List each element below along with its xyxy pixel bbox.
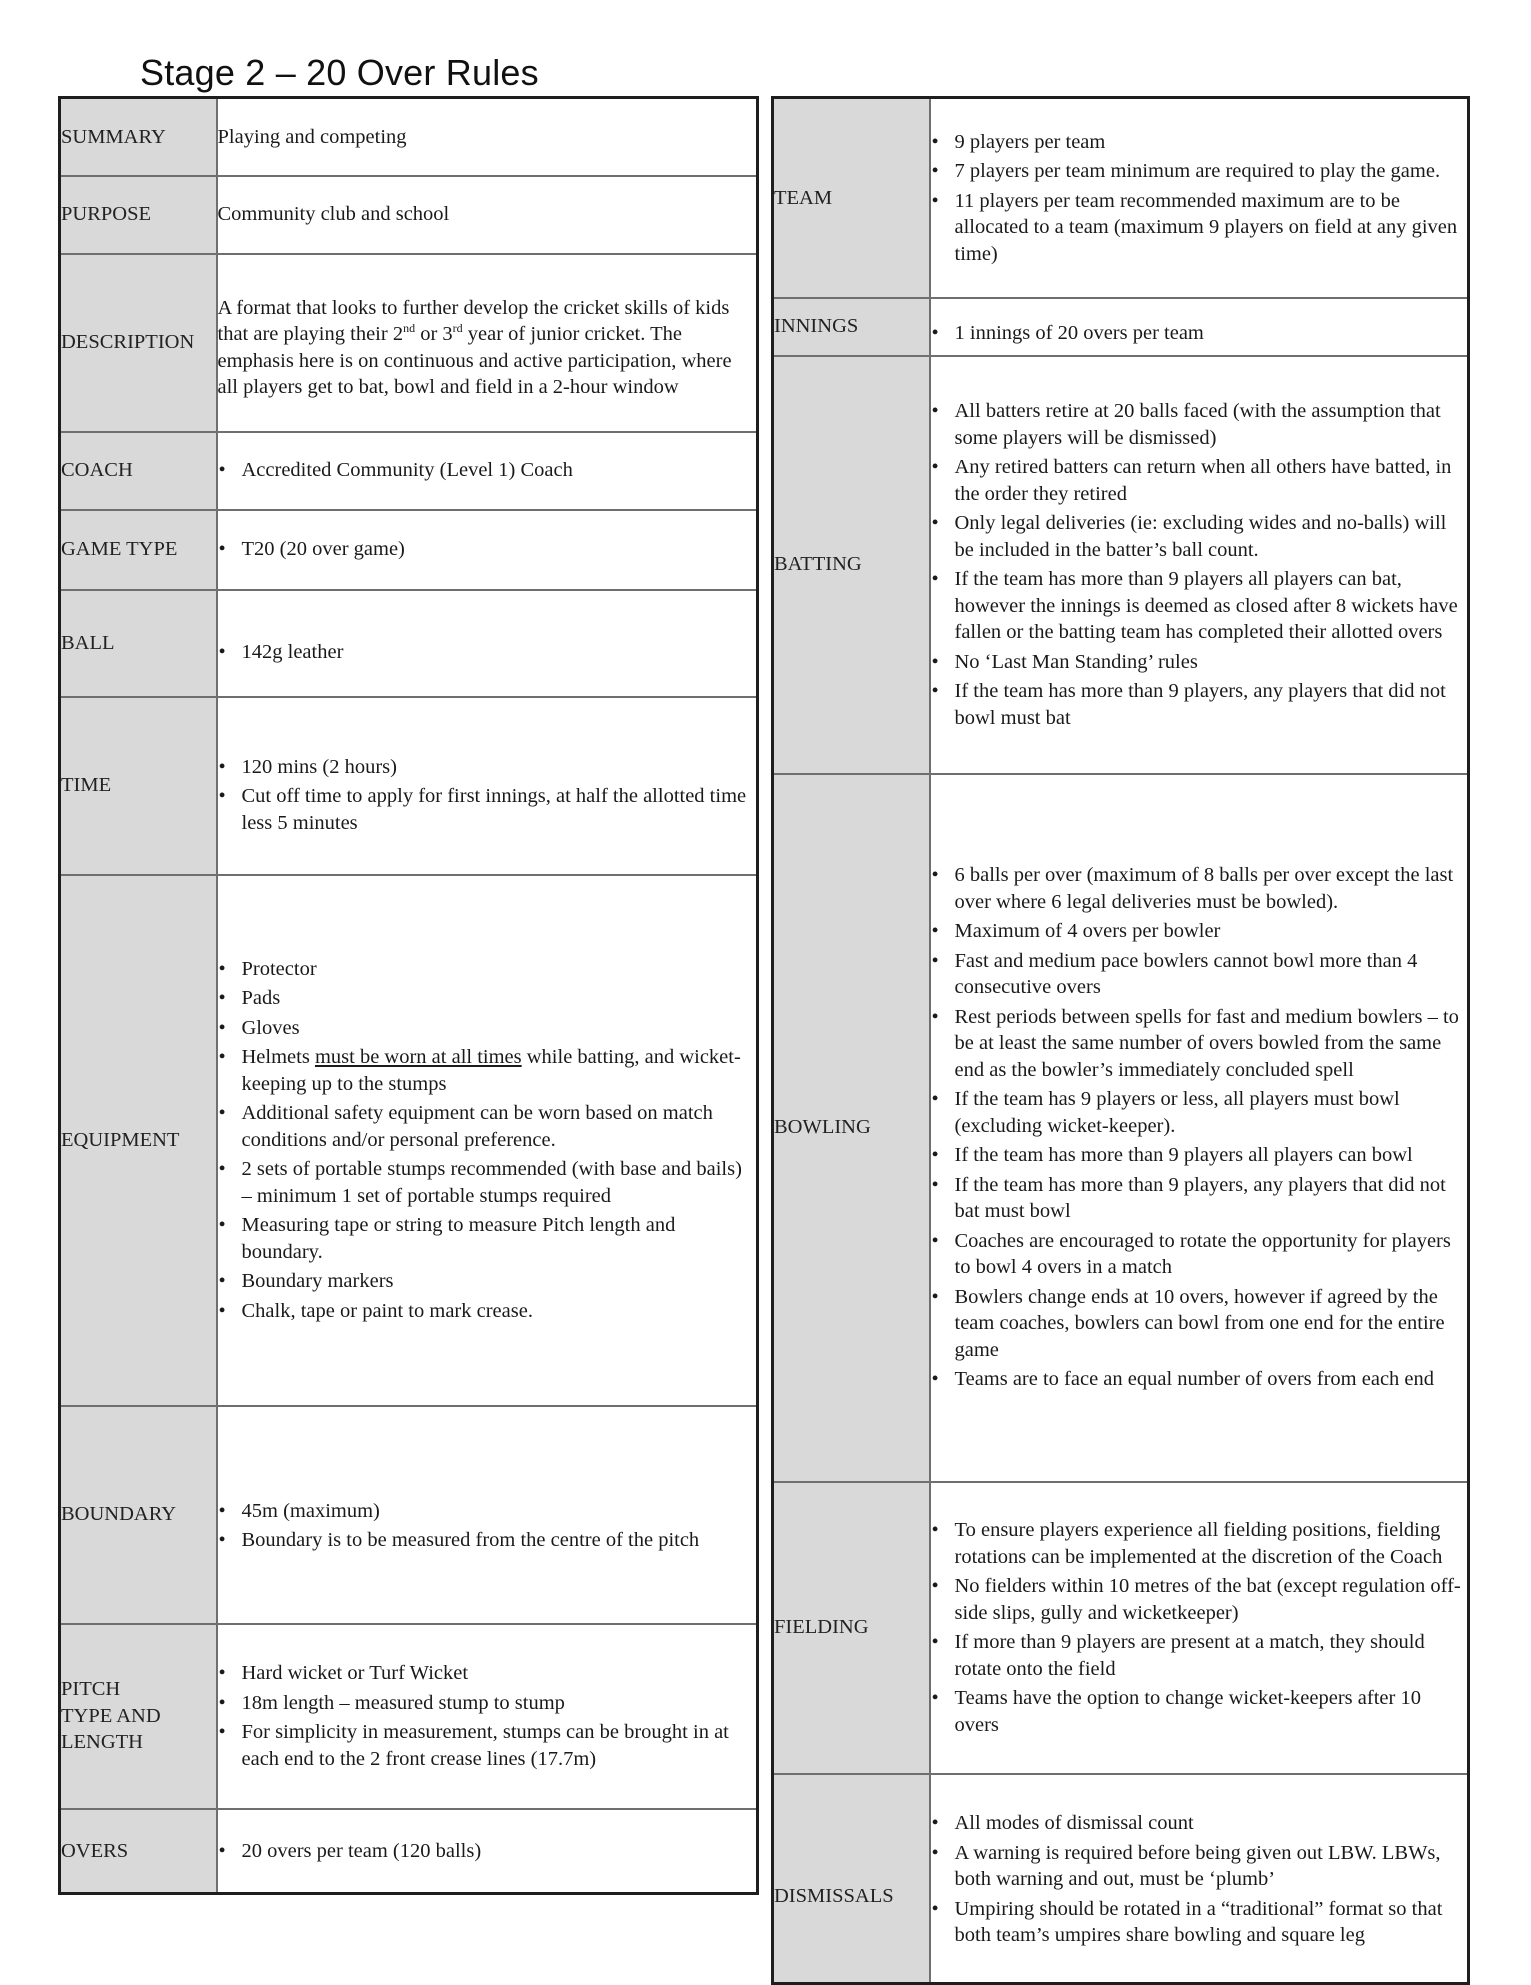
batting-bullet: • Only legal deliveries (ie: excluding wides and no-balls) will be included in the batter’s ball count. <box>931 510 1468 563</box>
bowling-bullet: • Fast and medium pace bowlers cannot bowl more than 4 consecutive overs <box>931 948 1468 1001</box>
pitch-value <box>217 1624 758 1809</box>
boundary-bullet: • 45m (maximum) <box>218 1498 757 1525</box>
row-team <box>773 98 1469 298</box>
fielding-bullet: • Teams have the option to change wicket-keepers after 10 overs <box>931 1685 1468 1738</box>
rules-table-right <box>771 96 1470 1985</box>
equipment-bullet: • Additional safety equipment can be worn based on match conditions and/or personal preference. <box>218 1100 757 1153</box>
purpose-value: Community club and school <box>217 176 758 254</box>
batting-value <box>930 356 1469 774</box>
ball-label: BALL <box>60 590 217 697</box>
row-time <box>60 697 758 875</box>
fielding-bullet: • If more than 9 players are present at a match, they should rotate onto the field <box>931 1629 1468 1682</box>
equipment-bullet: • Chalk, tape or paint to mark crease. <box>218 1298 757 1325</box>
row-innings <box>773 298 1469 356</box>
time-bullet: • Cut off time to apply for first innings, at half the allotted time less 5 minutes <box>218 783 757 836</box>
batting-bullet: • If the team has more than 9 players, any players that did not bowl must bat <box>931 678 1468 731</box>
equipment-bullet: • Protector <box>218 956 757 983</box>
bowling-bullet: • 6 balls per over (maximum of 8 balls per over except the last over where 6 legal deliveries must be bowled). <box>931 862 1468 915</box>
team-label: TEAM <box>773 98 930 298</box>
team-bullet: • 7 players per team minimum are required to play the game. <box>931 158 1468 185</box>
overs-value <box>217 1809 758 1894</box>
batting-bullet: • If the team has more than 9 players all players can bat, however the innings is deemed as closed after 8 wickets have fallen or the batting team has completed their allotted overs <box>931 566 1468 646</box>
batting-bullet: • All batters retire at 20 balls faced (with the assumption that some players will be dismissed) <box>931 398 1468 451</box>
dismissals-bullet: • A warning is required before being given out LBW. LBWs, both warning and out, must be ‘plumb’ <box>931 1840 1468 1893</box>
equipment-bullet: • Measuring tape or string to measure Pitch length and boundary. <box>218 1212 757 1265</box>
team-bullet: • 11 players per team recommended maximum are to be allocated to a team (maximum 9 players on field at any given time) <box>931 188 1468 268</box>
innings-label <box>773 298 930 356</box>
row-ball <box>60 590 758 697</box>
description-text-1: A format that looks to further develop the cricket skills of kids that are playing their 2 <box>217 296 730 345</box>
batting-label: BATTING <box>773 356 930 774</box>
coach-value <box>217 432 758 510</box>
bowling-bullet: • Rest periods between spells for fast and medium bowlers – to be at least the same number of overs bowled from the same end as the bowler’s immediately concluded spell <box>931 1004 1468 1084</box>
description-sup-nd: nd <box>403 321 416 335</box>
bowling-bullet: • Teams are to face an equal number of overs from each end <box>931 1366 1468 1393</box>
coach-bullet: • Accredited Community (Level 1) Coach <box>218 457 757 484</box>
row-bowling <box>773 774 1469 1482</box>
row-fielding <box>773 1482 1469 1774</box>
helmet-text-1: Helmets <box>241 1046 315 1069</box>
bowling-bullet: • Maximum of 4 overs per bowler <box>931 918 1468 945</box>
row-coach <box>60 432 758 510</box>
description-text-2: or 3 <box>415 323 453 345</box>
fielding-bullet: • No fielders within 10 metres of the bat (except regulation off-side slips, gully and wicketkeeper) <box>931 1573 1468 1626</box>
batting-bullet: • Any retired batters can return when all others have batted, in the order they retired <box>931 454 1468 507</box>
dismissals-bullet: • Umpiring should be rotated in a “traditional” format so that both team’s umpires share bowling and square leg <box>931 1896 1468 1949</box>
pitch-label-line-3: LENGTH <box>61 1731 143 1754</box>
ball-value <box>217 590 758 697</box>
innings-value <box>930 298 1469 356</box>
ball-bullet: • 142g leather <box>218 639 757 666</box>
pitch-bullet: • For simplicity in measurement, stumps can be brought in at each end to the 2 front crease lines (17.7m) <box>218 1719 757 1772</box>
batting-bullet: • No ‘Last Man Standing’ rules <box>931 649 1468 676</box>
pitch-label-line-1: PITCH <box>61 1678 121 1701</box>
row-overs <box>60 1809 758 1894</box>
row-game-type <box>60 510 758 590</box>
boundary-value <box>217 1406 758 1624</box>
team-bullet: • 9 players per team <box>931 129 1468 156</box>
bowling-bullet: • Bowlers change ends at 10 overs, however if agreed by the team coaches, bowlers can bowl from one end for the entire game <box>931 1284 1468 1364</box>
row-batting <box>773 356 1469 774</box>
dismissals-value <box>930 1774 1469 1984</box>
rules-table-left <box>58 96 759 1895</box>
dismissals-label-text: DISMISSALS <box>774 1885 894 1907</box>
row-summary <box>60 98 758 176</box>
fielding-value <box>930 1482 1469 1774</box>
fielding-bullet: • To ensure players experience all fielding positions, fielding rotations can be implemented at the discretion of the Coach <box>931 1517 1468 1570</box>
description-label: DESCRIPTION <box>60 254 217 432</box>
equipment-bullet: • Gloves <box>218 1015 757 1042</box>
dismissals-bullet: • All modes of dismissal count <box>931 1810 1468 1837</box>
bowling-bullet: • If the team has more than 9 players all players can bowl <box>931 1142 1468 1169</box>
bowling-label: BOWLING <box>773 774 930 1482</box>
boundary-label: BOUNDARY <box>60 1406 217 1624</box>
page-title: Stage 2 – 20 Over Rules <box>140 52 539 93</box>
equipment-bullet: • Boundary markers <box>218 1268 757 1295</box>
pitch-bullet: • Hard wicket or Turf Wicket <box>218 1660 757 1687</box>
equipment-bullet: • 2 sets of portable stumps recommended (with base and bails) – minimum 1 set of portable stumps required <box>218 1156 757 1209</box>
boundary-bullet: • Boundary is to be measured from the centre of the pitch <box>218 1527 757 1554</box>
fielding-label: FIELDING <box>773 1482 930 1774</box>
game-type-value <box>217 510 758 590</box>
overs-label: OVERS <box>60 1809 217 1894</box>
time-bullet: • 120 mins (2 hours) <box>218 754 757 781</box>
equipment-bullet: • Pads <box>218 985 757 1012</box>
summary-value: Playing and competing <box>217 98 758 176</box>
bowling-bullet: • If the team has 9 players or less, all players must bowl (excluding wicket-keeper). <box>931 1086 1468 1139</box>
row-description <box>60 254 758 432</box>
helmet-text-2: while batting, and wicket-keeping up to the stumps <box>241 1046 741 1095</box>
row-purpose <box>60 176 758 254</box>
description-text-3: year of junior cricket. The emphasis here is on continuous and active participation, where all players get to bat, bowl and field in a 2-hour window <box>217 323 732 398</box>
equipment-label: EQUIPMENT <box>60 875 217 1406</box>
equipment-value <box>217 875 758 1406</box>
game-type-bullet: • T20 (20 over game) <box>218 536 757 563</box>
row-dismissals <box>773 1774 1469 1984</box>
time-value <box>217 697 758 875</box>
purpose-label: PURPOSE <box>60 176 217 254</box>
row-pitch <box>60 1624 758 1809</box>
row-boundary <box>60 1406 758 1624</box>
pitch-label-line-2: TYPE AND <box>61 1704 161 1727</box>
equipment-bullet-helmets <box>218 1044 757 1097</box>
innings-label-text: INNINGS <box>774 315 859 338</box>
pitch-label <box>60 1624 217 1809</box>
bowling-bullet: • Coaches are encouraged to rotate the opportunity for players to bowl 4 overs in a match <box>931 1228 1468 1281</box>
overs-bullet: • 20 overs per team (120 balls) <box>218 1838 757 1865</box>
pitch-bullet: • 18m length – measured stump to stump <box>218 1690 757 1717</box>
innings-bullet: • 1 innings of 20 overs per team <box>931 320 1468 347</box>
time-label: TIME <box>60 697 217 875</box>
dismissals-label <box>773 1774 930 1984</box>
game-type-label: GAME TYPE <box>60 510 217 590</box>
bowling-value <box>930 774 1469 1482</box>
row-equipment <box>60 875 758 1406</box>
description-sup-rd: rd <box>452 321 463 335</box>
summary-label: SUMMARY <box>60 98 217 176</box>
bowling-bullet: • If the team has more than 9 players, any players that did not bat must bowl <box>931 1172 1468 1225</box>
description-value <box>217 254 758 432</box>
team-value <box>930 98 1469 298</box>
helmet-text-underlined: must be worn at all times <box>314 1046 522 1069</box>
coach-label: COACH <box>60 432 217 510</box>
